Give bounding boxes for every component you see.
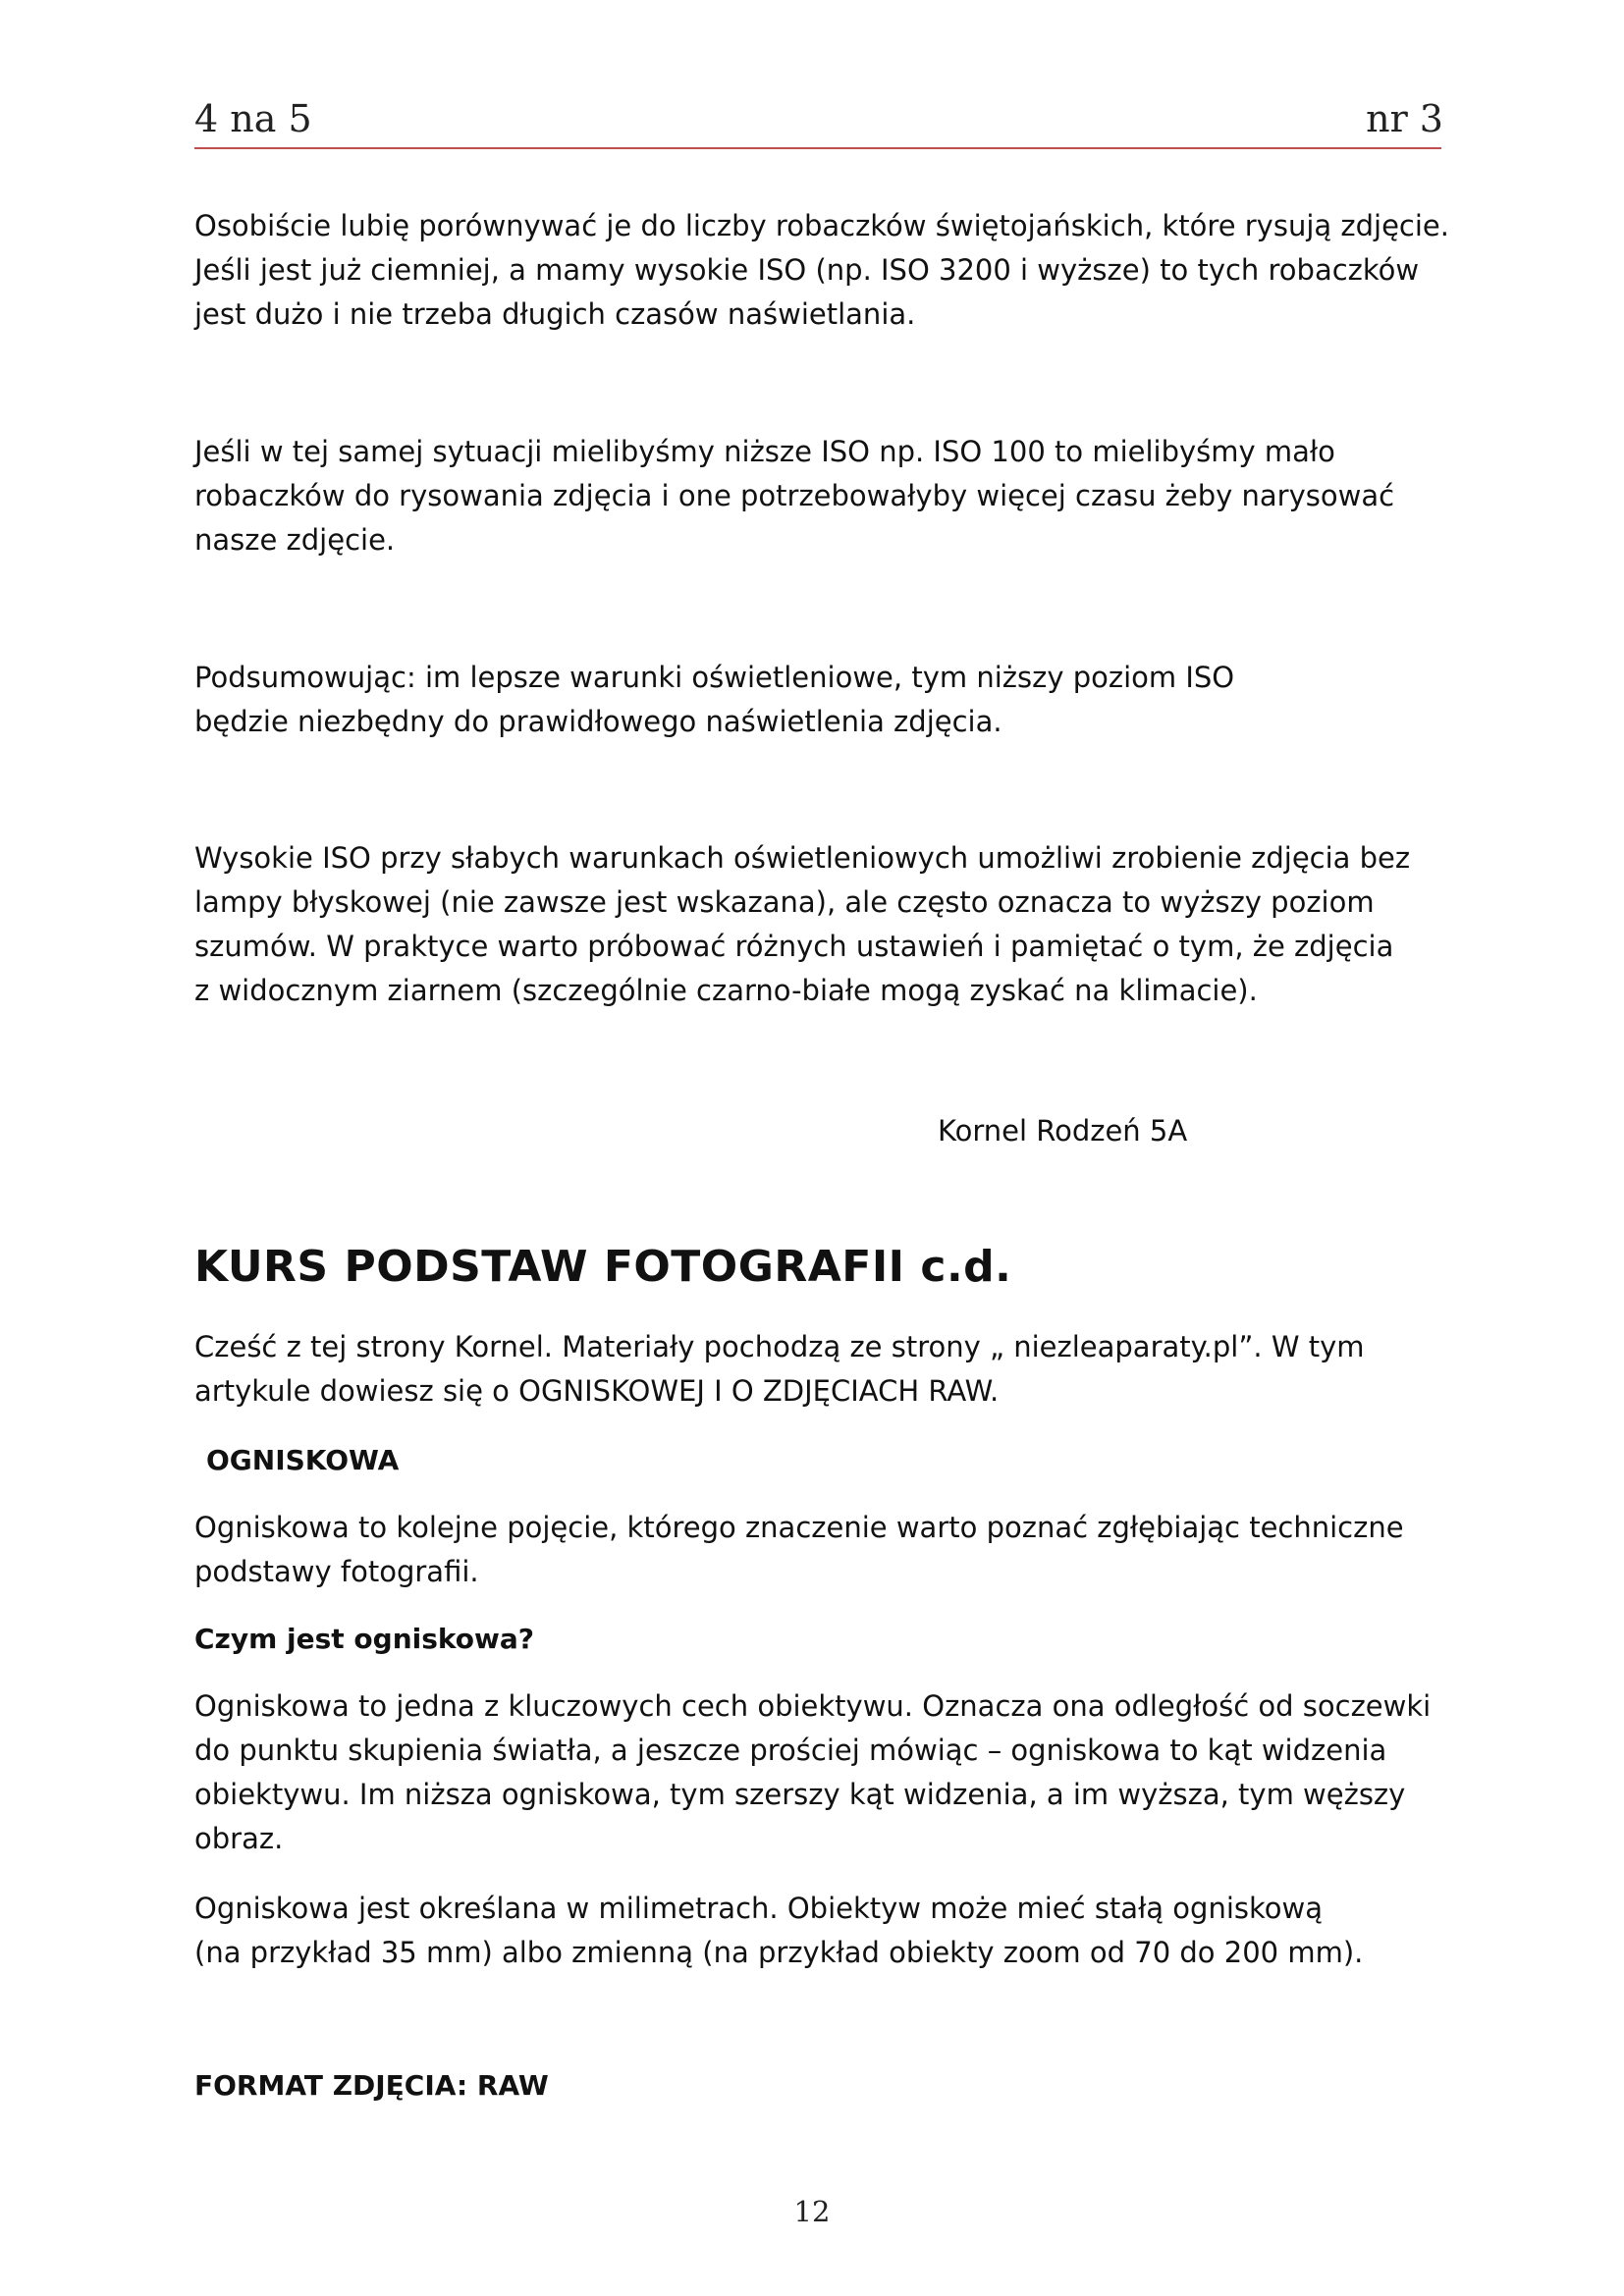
- header-rule: [194, 147, 1441, 149]
- paragraph-fireflies: Osobiście lubię porównywać je do liczby robaczków świętojańskich, które rysują zdjęcie. Jeśli jest już ciemniej, a mamy wysokie ISO (np. ISO 3200 i wyższe) to tych robaczków jest dużo i nie trzeba długich czasów naświetlania.: [194, 209, 1449, 331]
- paragraph-summary: Podsumowując: im lepsze warunki oświetleniowe, tym niższy poziom ISO będzie niezbędny do prawidłowego naświetlenia zdjęcia.: [194, 661, 1235, 738]
- header-issue: nr 3: [1366, 97, 1443, 140]
- subheading-raw: FORMAT ZDJĘCIA: RAW: [194, 2069, 549, 2102]
- page-number: 12: [793, 2195, 831, 2228]
- paragraph-intro: Cześć z tej strony Kornel. Materiały pochodzą ze strony „ niezleaparaty.pl”. W tym artykule dowiesz się o OGNISKOWEJ I O ZDJĘCIACH RAW.: [194, 1330, 1365, 1408]
- subheading-ogniskowa: OGNISKOWA: [206, 1444, 400, 1476]
- paragraph-millimeters: Ogniskowa jest określana w milimetrach. Obiektyw może mieć stałą ogniskową (na przykład 35 mm) albo zmienną (na przykład obiekty zoom od 70 do 200 mm).: [194, 1892, 1364, 1969]
- section-heading: KURS PODSTAW FOTOGRAFII c.d.: [194, 1242, 1012, 1292]
- paragraph-ogniskowa: Ogniskowa to kolejne pojęcie, którego znaczenie warto poznać zgłębiając techniczne podstawy fotografii.: [194, 1511, 1404, 1588]
- paragraph-high-iso: Wysokie ISO przy słabych warunkach oświetleniowych umożliwi zrobienie zdjęcia bez lampy błyskowej (nie zawsze jest wskazana), ale często oznacza to wyższy poziom szumów. W praktyce warto próbować różnych ustawień i pamiętać o tym, że zdjęcia z widocznym ziarnem (szczególnie czarno-białe mogą zyskać na klimacie).: [194, 841, 1411, 1007]
- paragraph-low-iso: Jeśli w tej samej sytuacji mielibyśmy niższe ISO np. ISO 100 to mielibyśmy mało robaczków do rysowania zdjęcia i one potrzebowałyby więcej czasu żeby narysować nasze zdjęcie.: [194, 435, 1395, 557]
- paragraph-definition: Ogniskowa to jedna z kluczowych cech obiektywu. Oznacza ona odległość od soczewki do punktu skupienia światła, a jeszcze prościej mówiąc – ogniskowa to kąt widzenia obiektywu. Im niższa ogniskowa, tym szerszy kąt widzenia, a im wyższa, tym węższy obraz.: [194, 1689, 1432, 1855]
- subheading-what-is: Czym jest ogniskowa?: [194, 1623, 534, 1655]
- author-signature: Kornel Rodzeń 5A: [938, 1114, 1188, 1148]
- header-title: 4 na 5: [194, 97, 312, 140]
